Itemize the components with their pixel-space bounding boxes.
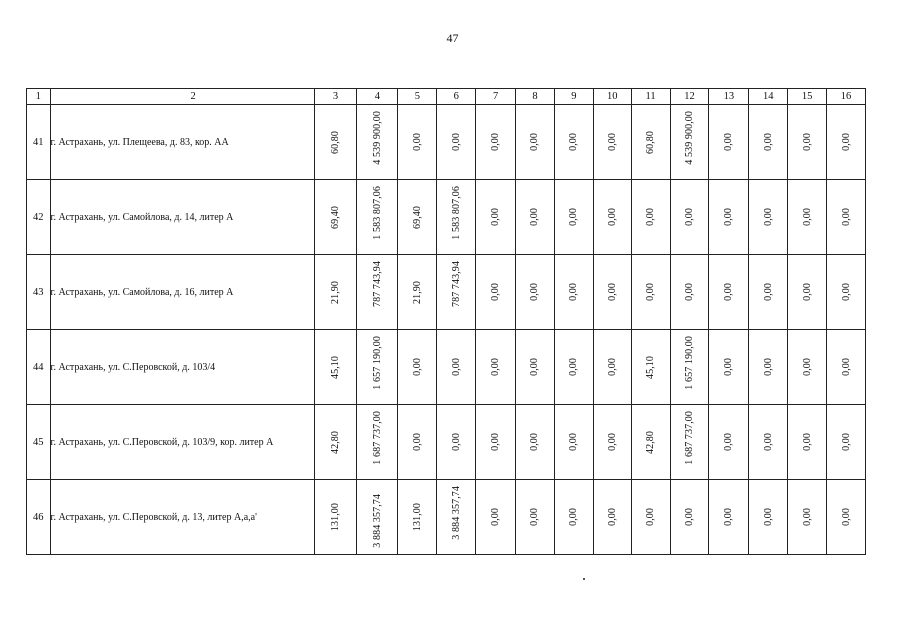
value-wrap [709, 330, 748, 404]
value-wrap [632, 255, 670, 329]
value-cell [476, 255, 516, 330]
value-wrap [749, 330, 787, 404]
value-wrap [788, 255, 826, 329]
value-cell [709, 105, 749, 180]
value-cell [476, 405, 516, 480]
cell-value: 0,00 [762, 133, 774, 151]
value-cell [357, 480, 398, 555]
value-cell [357, 105, 398, 180]
value-cell [827, 105, 866, 180]
value-wrap [594, 330, 631, 404]
value-cell [788, 180, 827, 255]
column-header-9: 9 [554, 89, 593, 105]
value-cell [437, 480, 476, 555]
value-cell [593, 255, 631, 330]
value-cell [516, 255, 555, 330]
value-wrap [632, 330, 670, 404]
cell-value: 0,00 [801, 358, 813, 376]
row-number: 44 [27, 330, 51, 405]
value-wrap [398, 255, 436, 329]
cell-value: 0,00 [840, 208, 852, 226]
cell-value: 1 687 737,00 [683, 411, 695, 465]
value-cell [788, 255, 827, 330]
value-cell [709, 330, 749, 405]
cell-value: 0,00 [683, 208, 695, 226]
value-cell [516, 105, 555, 180]
row-number: 42 [27, 180, 51, 255]
cell-value: 0,00 [683, 508, 695, 526]
value-wrap [788, 330, 826, 404]
cell-value: 0,00 [490, 208, 502, 226]
value-wrap [315, 255, 357, 329]
column-header-3: 3 [314, 89, 357, 105]
cell-value: 0,00 [490, 358, 502, 376]
value-wrap [709, 405, 748, 479]
cell-value: 0,00 [840, 358, 852, 376]
cell-value: 0,00 [606, 208, 618, 226]
value-wrap [437, 330, 475, 404]
address-cell: г. Астрахань, ул. Самойлова, д. 14, литер А [50, 180, 314, 255]
cell-value: 0,00 [411, 358, 423, 376]
value-wrap [516, 480, 554, 554]
cell-value: 0,00 [568, 208, 580, 226]
value-cell [554, 480, 593, 555]
cell-value: 42,80 [329, 430, 341, 454]
value-wrap [555, 330, 593, 404]
cell-value: 0,00 [450, 358, 462, 376]
value-cell [314, 105, 357, 180]
cell-value: 1 657 190,00 [371, 336, 383, 390]
value-wrap [398, 330, 436, 404]
value-cell [631, 330, 670, 405]
value-cell [709, 405, 749, 480]
cell-value: 0,00 [801, 283, 813, 301]
value-cell [827, 330, 866, 405]
cell-value: 45,10 [329, 355, 341, 379]
value-cell [749, 180, 788, 255]
column-header-8: 8 [516, 89, 555, 105]
data-table [26, 88, 866, 555]
cell-value: 0,00 [529, 358, 541, 376]
value-wrap [398, 180, 436, 254]
value-cell [670, 105, 709, 180]
cell-value: 0,00 [568, 283, 580, 301]
row-number: 45 [27, 405, 51, 480]
cell-value: 60,80 [329, 130, 341, 154]
value-cell [437, 180, 476, 255]
value-cell [554, 180, 593, 255]
cell-value: 0,00 [529, 433, 541, 451]
value-cell [593, 180, 631, 255]
cell-value: 0,00 [683, 283, 695, 301]
column-header-10: 10 [593, 89, 631, 105]
value-cell [827, 255, 866, 330]
cell-value: 0,00 [411, 433, 423, 451]
value-cell [357, 405, 398, 480]
cell-value: 787 743,94 [450, 261, 462, 307]
value-wrap [827, 180, 865, 254]
value-cell [709, 480, 749, 555]
cell-value: 0,00 [568, 358, 580, 376]
value-wrap [555, 405, 593, 479]
address-cell: г. Астрахань, ул. С.Перовской, д. 103/4 [50, 330, 314, 405]
cell-value: 0,00 [568, 433, 580, 451]
cell-value: 0,00 [723, 133, 735, 151]
cell-value: 3 884 357,74 [371, 494, 383, 548]
value-wrap [476, 180, 515, 254]
value-wrap [709, 180, 748, 254]
value-wrap [671, 480, 709, 554]
cell-value: 3 884 357,74 [450, 486, 462, 540]
value-cell [437, 330, 476, 405]
value-wrap [357, 105, 397, 179]
value-cell [398, 255, 437, 330]
cell-value: 0,00 [568, 508, 580, 526]
value-cell [314, 330, 357, 405]
table-row [27, 330, 866, 405]
value-wrap [709, 255, 748, 329]
column-header-15: 15 [788, 89, 827, 105]
cell-value: 1 583 807,06 [371, 186, 383, 240]
value-wrap [516, 405, 554, 479]
cell-value: 4 539 900,00 [371, 111, 383, 165]
cell-value: 0,00 [450, 433, 462, 451]
cell-value: 131,00 [329, 502, 341, 532]
value-cell [631, 405, 670, 480]
value-cell [631, 180, 670, 255]
value-wrap [749, 105, 787, 179]
cell-value: 1 583 807,06 [450, 186, 462, 240]
value-cell [398, 330, 437, 405]
value-cell [516, 180, 555, 255]
value-wrap [671, 255, 709, 329]
value-cell [314, 255, 357, 330]
column-header-12: 12 [670, 89, 709, 105]
page-number: 47 [446, 31, 459, 45]
value-wrap [632, 105, 670, 179]
cell-value: 0,00 [645, 283, 657, 301]
cell-value: 0,00 [606, 508, 618, 526]
cell-value: 0,00 [606, 358, 618, 376]
column-header-1: 1 [27, 89, 51, 105]
table-row [27, 255, 866, 330]
cell-value: 69,40 [329, 205, 341, 229]
value-wrap [827, 480, 865, 554]
value-cell [593, 405, 631, 480]
value-wrap [357, 330, 397, 404]
cell-value: 0,00 [529, 133, 541, 151]
value-cell [398, 105, 437, 180]
value-cell [631, 105, 670, 180]
value-wrap [437, 405, 475, 479]
value-cell [788, 405, 827, 480]
value-wrap [594, 405, 631, 479]
value-cell [749, 330, 788, 405]
value-wrap [437, 255, 475, 329]
value-wrap [632, 180, 670, 254]
value-cell [314, 180, 357, 255]
value-cell [398, 405, 437, 480]
cell-value: 0,00 [723, 208, 735, 226]
value-wrap [632, 405, 670, 479]
value-cell [398, 480, 437, 555]
value-wrap [437, 180, 475, 254]
cell-value: 0,00 [723, 508, 735, 526]
value-cell [749, 405, 788, 480]
value-cell [749, 105, 788, 180]
value-wrap [671, 180, 709, 254]
table-row [27, 405, 866, 480]
row-number: 41 [27, 105, 51, 180]
value-wrap [516, 180, 554, 254]
cell-value: 0,00 [568, 133, 580, 151]
value-wrap [594, 255, 631, 329]
value-wrap [749, 480, 787, 554]
value-wrap [476, 405, 515, 479]
value-cell [554, 105, 593, 180]
value-wrap [788, 180, 826, 254]
value-cell [357, 180, 398, 255]
value-wrap [671, 405, 709, 479]
value-cell [827, 405, 866, 480]
cell-value: 4 539 900,00 [683, 111, 695, 165]
cell-value: 0,00 [801, 508, 813, 526]
value-wrap [788, 105, 826, 179]
column-header-2: 2 [50, 89, 314, 105]
value-cell [670, 330, 709, 405]
table-row [27, 480, 866, 555]
address-cell: г. Астрахань, ул. Плещеева, д. 83, кор. АА [50, 105, 314, 180]
value-cell [670, 405, 709, 480]
header-row [27, 89, 866, 105]
value-wrap [398, 480, 436, 554]
value-wrap [555, 255, 593, 329]
value-wrap [749, 405, 787, 479]
value-cell [749, 480, 788, 555]
cell-value: 1 687 737,00 [371, 411, 383, 465]
value-cell [476, 480, 516, 555]
value-wrap [476, 480, 515, 554]
cell-value: 45,10 [645, 355, 657, 379]
value-wrap [594, 180, 631, 254]
value-wrap [671, 330, 709, 404]
value-wrap [437, 105, 475, 179]
cell-value: 0,00 [840, 508, 852, 526]
value-wrap [632, 480, 670, 554]
column-header-11: 11 [631, 89, 670, 105]
column-header-5: 5 [398, 89, 437, 105]
column-header-4: 4 [357, 89, 398, 105]
cell-value: 69,40 [411, 205, 423, 229]
value-wrap [555, 480, 593, 554]
value-wrap [749, 180, 787, 254]
value-cell [631, 480, 670, 555]
value-cell [314, 405, 357, 480]
value-wrap [827, 405, 865, 479]
value-cell [593, 480, 631, 555]
value-wrap [398, 105, 436, 179]
value-wrap [555, 105, 593, 179]
value-cell [709, 255, 749, 330]
cell-value: 0,00 [840, 283, 852, 301]
value-wrap [827, 255, 865, 329]
value-wrap [671, 105, 709, 179]
value-wrap [315, 180, 357, 254]
value-wrap [476, 330, 515, 404]
row-number: 43 [27, 255, 51, 330]
cell-value: 0,00 [762, 508, 774, 526]
value-wrap [788, 405, 826, 479]
value-cell [631, 255, 670, 330]
value-cell [788, 480, 827, 555]
value-cell [437, 255, 476, 330]
address-cell: г. Астрахань, ул. С.Перовской, д. 103/9, кор. литер А [50, 405, 314, 480]
cell-value: 42,80 [645, 430, 657, 454]
value-wrap [315, 405, 357, 479]
cell-value: 0,00 [762, 208, 774, 226]
value-cell [788, 105, 827, 180]
cell-value: 0,00 [490, 283, 502, 301]
value-wrap [516, 330, 554, 404]
value-wrap [357, 480, 397, 554]
value-wrap [357, 255, 397, 329]
cell-value: 0,00 [490, 433, 502, 451]
value-cell [398, 180, 437, 255]
cell-value: 0,00 [723, 433, 735, 451]
value-cell [670, 480, 709, 555]
cell-value: 0,00 [606, 133, 618, 151]
cell-value: 21,90 [411, 280, 423, 304]
value-cell [516, 480, 555, 555]
cell-value: 0,00 [801, 433, 813, 451]
table-row [27, 105, 866, 180]
value-wrap [476, 255, 515, 329]
value-cell [749, 255, 788, 330]
value-wrap [398, 405, 436, 479]
value-cell [554, 405, 593, 480]
cell-value: 0,00 [762, 358, 774, 376]
value-cell [476, 180, 516, 255]
cell-value: 0,00 [490, 508, 502, 526]
cell-value: 0,00 [645, 208, 657, 226]
row-number: 46 [27, 480, 51, 555]
value-wrap [827, 330, 865, 404]
value-wrap [594, 105, 631, 179]
value-cell [314, 480, 357, 555]
cell-value: 787 743,94 [371, 261, 383, 307]
value-cell [516, 405, 555, 480]
cell-value: 0,00 [606, 283, 618, 301]
value-wrap [357, 405, 397, 479]
cell-value: 0,00 [529, 208, 541, 226]
value-wrap [315, 105, 357, 179]
value-cell [476, 330, 516, 405]
value-cell [554, 330, 593, 405]
value-wrap [709, 480, 748, 554]
address-cell: г. Астрахань, ул. С.Перовской, д. 13, литер А,а,а' [50, 480, 314, 555]
column-header-13: 13 [709, 89, 749, 105]
value-wrap [749, 255, 787, 329]
cell-value: 0,00 [801, 133, 813, 151]
value-cell [357, 255, 398, 330]
value-wrap [476, 105, 515, 179]
cell-value: 131,00 [411, 502, 423, 532]
value-cell [516, 330, 555, 405]
value-cell [788, 330, 827, 405]
value-wrap [594, 480, 631, 554]
column-header-6: 6 [437, 89, 476, 105]
cell-value: 0,00 [840, 433, 852, 451]
value-cell [437, 105, 476, 180]
value-cell [670, 180, 709, 255]
cell-value: 1 657 190,00 [683, 336, 695, 390]
cell-value: 0,00 [762, 283, 774, 301]
cell-value: 0,00 [801, 208, 813, 226]
value-wrap [516, 255, 554, 329]
cell-value: 0,00 [606, 433, 618, 451]
value-cell [437, 405, 476, 480]
cell-value: 0,00 [723, 358, 735, 376]
cell-value: 60,80 [645, 130, 657, 154]
value-wrap [516, 105, 554, 179]
table-row [27, 180, 866, 255]
cell-value: 21,90 [329, 280, 341, 304]
column-header-16: 16 [827, 89, 866, 105]
value-wrap [709, 105, 748, 179]
value-cell [593, 105, 631, 180]
cell-value: 0,00 [450, 133, 462, 151]
scan-speck [583, 578, 585, 580]
address-cell: г. Астрахань, ул. Самойлова, д. 16, литер А [50, 255, 314, 330]
cell-value: 0,00 [411, 133, 423, 151]
cell-value: 0,00 [723, 283, 735, 301]
value-cell [670, 255, 709, 330]
column-header-7: 7 [476, 89, 516, 105]
value-cell [827, 180, 866, 255]
cell-value: 0,00 [762, 433, 774, 451]
value-wrap [357, 180, 397, 254]
value-wrap [315, 330, 357, 404]
column-header-14: 14 [749, 89, 788, 105]
value-wrap [827, 105, 865, 179]
cell-value: 0,00 [645, 508, 657, 526]
value-cell [476, 105, 516, 180]
value-wrap [555, 180, 593, 254]
value-wrap [437, 480, 475, 554]
value-cell [554, 255, 593, 330]
value-wrap [315, 480, 357, 554]
cell-value: 0,00 [529, 508, 541, 526]
value-wrap [788, 480, 826, 554]
cell-value: 0,00 [490, 133, 502, 151]
value-cell [709, 180, 749, 255]
cell-value: 0,00 [529, 283, 541, 301]
value-cell [593, 330, 631, 405]
cell-value: 0,00 [840, 133, 852, 151]
value-cell [827, 480, 866, 555]
value-cell [357, 330, 398, 405]
